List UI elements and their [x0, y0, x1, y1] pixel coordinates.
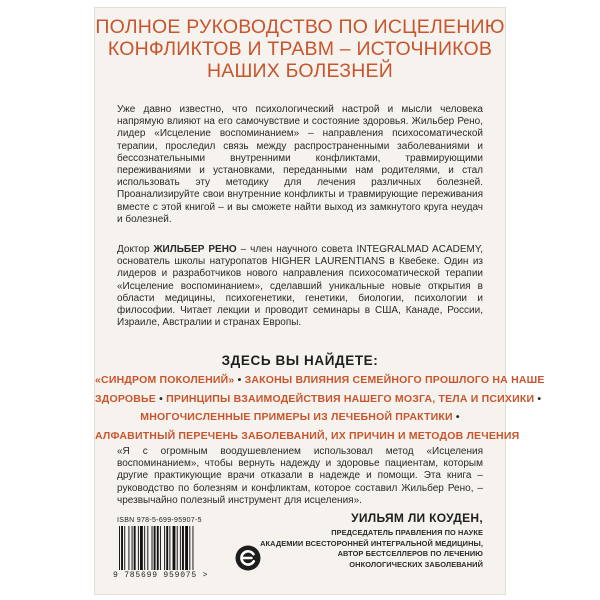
author-bio-paragraph [117, 244, 483, 329]
testimonial-author: УИЛЬЯМ ЛИ КОУДЕН, [351, 511, 483, 525]
author-title-line: АКАДЕМИИ ВСЕСТОРОННЕЙ ИНТЕГРАЛЬНОЙ МЕДИЦИНЫ, [260, 538, 483, 548]
feature-item: ЗАКОНЫ ВЛИЯНИЯ СЕМЕЙНОГО ПРОШЛОГО НА НАШЕ [244, 374, 545, 386]
bullet-separator: • [159, 392, 164, 405]
bullet-separator: • [237, 374, 242, 386]
description-paragraph: Уже давно известно, что психологический настрой и мысли человека напрямую влияют на его самочувствие и состояние здоровья. Жильбер Рено, лидер «Исцеление воспоминанием» – направления психосоматической терапии, проследил связь между распространенными заболеваниями и бессознательными внутренними конфликтами, травмирующими переживаниями и установками, переданными нам родителями, и стал использовать эту методику для лечения различных болезней. Проанализируйте свои внутренние конфликты и травмирующие переживания вместе с этой книгой – и вы сможете найти выход из замкнутого круга неудач и болезней. [117, 104, 483, 225]
bio-prefix: Доктор [117, 244, 154, 255]
book-back-cover [95, 8, 545, 594]
title-line: НАШИХ БОЛЕЗНЕЙ [207, 60, 393, 82]
feature-item: ЗДОРОВЬЕ [95, 392, 156, 405]
isbn-text: ISBN 978-5-699-95907-5 [117, 517, 202, 524]
cover-title [95, 16, 505, 82]
barcode-number: 9 785699 959075 > [113, 571, 209, 580]
publisher-logo-icon [235, 545, 261, 571]
features-line [95, 408, 505, 427]
title-line: КОНФЛИКТОВ И ТРАВМ – ИСТОЧНИКОВ [107, 38, 493, 60]
bullet-separator: • [537, 392, 542, 405]
feature-item: АЛФАВИТНЫЙ ПЕРЕЧЕНЬ ЗАБОЛЕВАНИЙ, ИХ ПРИЧИН И МЕТОДОВ ЛЕЧЕНИЯ [95, 429, 520, 442]
bullet-separator: • [455, 411, 460, 423]
author-title-line: ПРЕДСЕДАТЕЛЬ ПРАВЛЕНИЯ ПО НАУКЕ [331, 528, 483, 537]
features-line [95, 371, 545, 390]
feature-item: «СИНДРОМ ПОКОЛЕНИЙ» [95, 374, 235, 386]
features-heading: ЗДЕСЬ ВЫ НАЙДЕТЕ: [221, 353, 379, 368]
bio-text: – член научного совета INTEGRALMAD ACADEMY, основатель школы натуропатов HIGHER LAURENTIANS в Квебеке. Один из лидеров и разработчиков нового направления психосоматической терапии «Исцеление воспоминанием», сделавший уникальные новые открытия в области медицины, психогенетики, генетики, биологии, психологии и философии. Читает лекции и проводит семинары в США, Канаде, России, Израиле, Австралии и странах Европы. [117, 244, 483, 329]
title-line: ПОЛНОЕ РУКОВОДСТВО ПО ИСЦЕЛЕНИЮ [95, 16, 505, 38]
barcode-icon [117, 526, 227, 570]
features-line [95, 427, 520, 446]
testimonial-author-title [223, 528, 483, 570]
feature-item: МНОГОЧИСЛЕННЫЕ ПРИМЕРЫ ИЗ ЛЕЧЕБНОЙ ПРАКТИКИ [140, 411, 453, 423]
feature-item: ПРИНЦИПЫ ВЗАИМОДЕЙСТВИЯ НАШЕГО МОЗГА, ТЕЛА И ПСИХИКИ [166, 392, 535, 405]
author-name: ЖИЛЬБЕР РЕНО [153, 244, 237, 255]
author-title-line: АВТОР БЕСТСЕЛЛЕРОВ ПО ЛЕЧЕНИЮ [337, 549, 483, 559]
author-title-line: ОНКОЛОГИЧЕСКИХ ЗАБОЛЕВАНИЙ [349, 559, 483, 569]
features-list [95, 371, 545, 445]
features-line [95, 390, 542, 409]
testimonial-quote: «Я с огромным воодушевлением использовал метод «Исцеления воспоминанием», чтобы вернуть надежду и здоровье пациентам, которым другие практикующие врачи отказали в надежде и помощи. Эта книга – руководство по болезням и конфликтам, которое составил Жильбер Рено, – чрезвычайно полезный инструмент для исцеления». [117, 446, 483, 506]
